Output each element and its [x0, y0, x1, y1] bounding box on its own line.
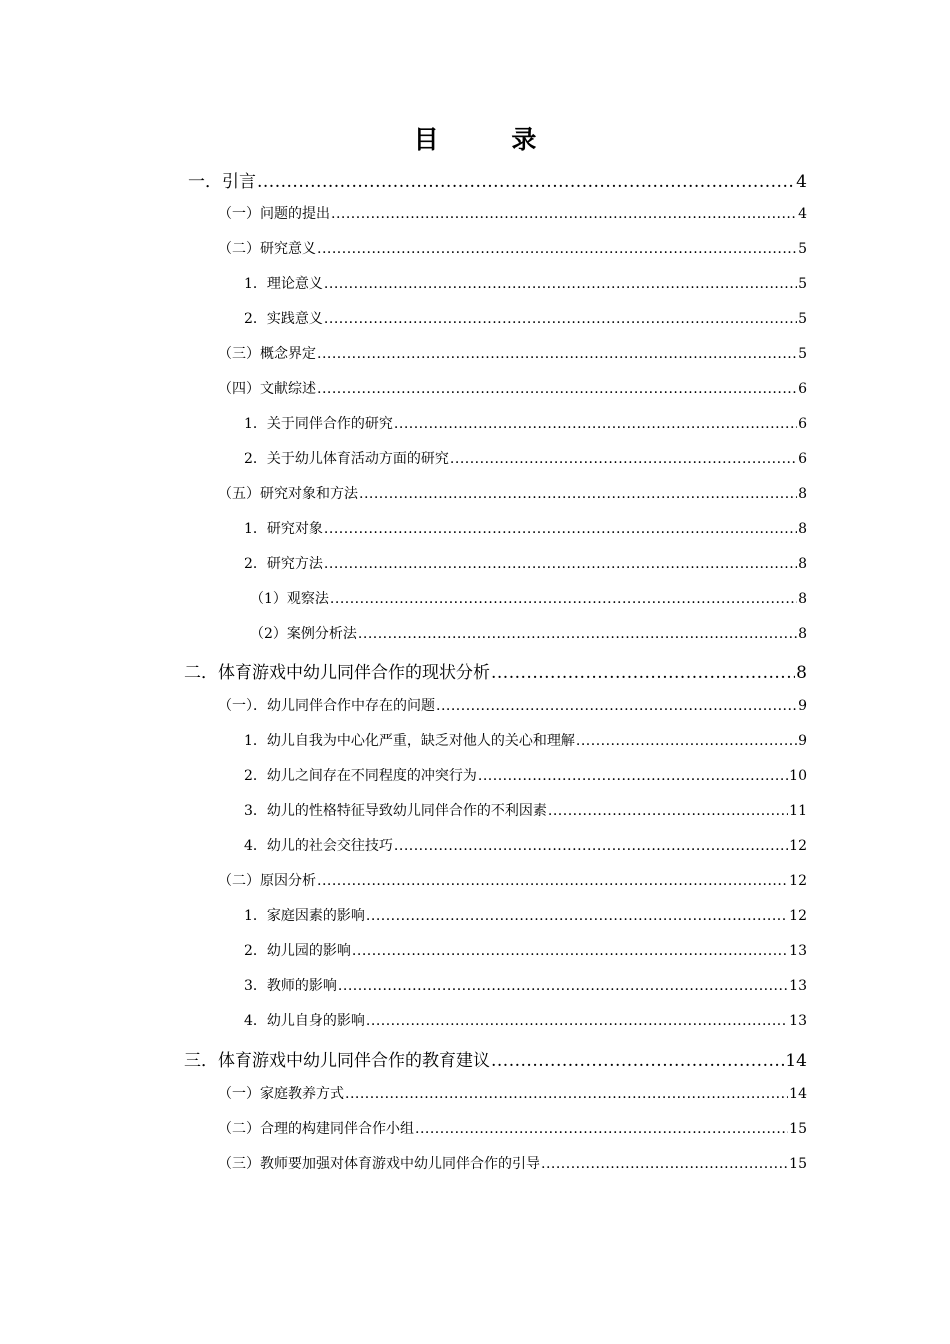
toc-entry-label: 1．幼儿自我为中心化严重，缺乏对他人的关心和理解 [244, 733, 575, 749]
toc-entry-label: 2．实践意义 [244, 311, 323, 327]
dot-leader [338, 978, 788, 994]
toc-entry-page: 8 [798, 556, 807, 572]
toc-entry-page: 13 [789, 943, 807, 959]
toc-entry[interactable] [218, 1153, 807, 1177]
toc-entry-page: 15 [789, 1156, 807, 1172]
toc-entry[interactable] [244, 765, 807, 789]
toc-entry-label: （二）研究意义 [218, 241, 316, 257]
toc-entry-label: 1．理论意义 [244, 276, 323, 292]
dot-leader [541, 1156, 788, 1172]
toc-entry[interactable] [218, 695, 807, 719]
toc-entry-label: 4．幼儿自身的影响 [244, 1013, 365, 1029]
dot-leader [324, 276, 797, 292]
toc-entry-page: 8 [798, 521, 807, 537]
dot-leader [352, 943, 788, 959]
toc-entry-label: 2．关于幼儿体育活动方面的研究 [244, 451, 449, 467]
toc-entry-page: 8 [798, 591, 807, 607]
toc-entry[interactable] [244, 273, 807, 297]
dot-leader [345, 1086, 788, 1102]
dot-leader [324, 556, 797, 572]
toc-entry[interactable] [244, 940, 807, 964]
toc-entry-label: 1．研究对象 [244, 521, 323, 537]
dot-leader [324, 521, 797, 537]
toc-entry-page: 13 [789, 1013, 807, 1029]
dot-leader [324, 311, 797, 327]
dot-leader [436, 698, 797, 714]
toc-entry-label: 3．幼儿的性格特征导致幼儿同伴合作的不利因素 [244, 803, 547, 819]
toc-entry-label: （一）问题的提出 [218, 206, 330, 222]
toc-entry[interactable] [250, 623, 807, 647]
toc-entry[interactable] [244, 413, 807, 437]
toc-entry[interactable] [244, 905, 807, 929]
toc-entry-page: 10 [789, 768, 807, 784]
toc-entry-page: 8 [796, 663, 807, 683]
dot-leader [317, 346, 797, 362]
toc-entry-page: 9 [798, 733, 807, 749]
dot-leader [317, 241, 797, 257]
toc-entry[interactable] [250, 588, 807, 612]
toc-entry-page: 8 [798, 486, 807, 502]
toc-entry-label: 1．关于同伴合作的研究 [244, 416, 393, 432]
dot-leader [331, 206, 797, 222]
toc-entry-page: 4 [798, 206, 807, 222]
toc-entry-page: 6 [798, 451, 807, 467]
toc-entry-label: （二）原因分析 [218, 873, 316, 889]
toc-entry-page: 12 [789, 873, 807, 889]
toc-entry[interactable] [218, 483, 807, 507]
toc-entry-label: （四）文献综述 [218, 381, 316, 397]
toc-entry-page: 14 [785, 1051, 807, 1071]
dot-leader [317, 381, 797, 397]
toc-entry-label: （一）家庭教养方式 [218, 1086, 344, 1102]
toc-entry-label: 2．幼儿之间存在不同程度的冲突行为 [244, 768, 477, 784]
toc-entry-page: 12 [789, 838, 807, 854]
toc-title: 目 录 [413, 125, 569, 154]
dot-leader [415, 1121, 788, 1137]
toc-entry-label: （1）观察法 [250, 591, 329, 607]
toc-entry-page: 15 [789, 1121, 807, 1137]
toc-entry-page: 6 [798, 416, 807, 432]
toc-entry-page: 5 [798, 241, 807, 257]
toc-entry-page: 9 [798, 698, 807, 714]
toc-entry[interactable] [244, 975, 807, 999]
toc-entry-label: 2．幼儿园的影响 [244, 943, 351, 959]
dot-leader [366, 908, 788, 924]
toc-entry[interactable] [184, 658, 807, 682]
toc-entry-label: 3．教师的影响 [244, 978, 337, 994]
toc-entry-label: （二）合理的构建同伴合作小组 [218, 1121, 414, 1137]
toc-entry[interactable] [244, 1010, 807, 1034]
toc-entry-label: （一）．幼儿同伴合作中存在的问题 [218, 698, 435, 714]
toc-entry-page: 12 [789, 908, 807, 924]
toc-entry-label: 4．幼儿的社会交往技巧 [244, 838, 393, 854]
toc-entry[interactable] [244, 448, 807, 472]
toc-entry-label: 2．研究方法 [244, 556, 323, 572]
toc-entry[interactable] [218, 238, 807, 262]
toc-entry-page: 8 [798, 626, 807, 642]
toc-entry[interactable] [218, 1083, 807, 1107]
toc-entry[interactable] [218, 203, 807, 227]
dot-leader [366, 1013, 788, 1029]
toc-entry-label: 三．体育游戏中幼儿同伴合作的教育建议 [184, 1051, 490, 1071]
toc-entry-page: 14 [789, 1086, 807, 1102]
dot-leader [359, 486, 797, 502]
dot-leader [450, 451, 797, 467]
toc-entry[interactable] [184, 1046, 807, 1070]
toc-entry[interactable] [244, 553, 807, 577]
toc-entry-label: （三）概念界定 [218, 346, 316, 362]
toc-entry[interactable] [244, 835, 807, 859]
toc-entry-page: 11 [789, 803, 807, 819]
toc-entry-label: （三）教师要加强对体育游戏中幼儿同伴合作的引导 [218, 1156, 540, 1172]
toc-entry-page: 4 [796, 172, 807, 192]
dot-leader [317, 873, 788, 889]
dot-leader [491, 663, 795, 683]
toc-entry[interactable] [244, 308, 807, 332]
toc-entry[interactable] [218, 870, 807, 894]
toc-entry-label: 二．体育游戏中幼儿同伴合作的现状分析 [184, 663, 490, 683]
dot-leader [394, 416, 797, 432]
toc-entry[interactable] [188, 167, 807, 191]
toc-entry-page: 13 [789, 978, 807, 994]
toc-entry[interactable] [218, 378, 807, 402]
toc-entry-page: 5 [798, 311, 807, 327]
toc-entry[interactable] [218, 1118, 807, 1142]
toc-entry[interactable] [244, 730, 807, 754]
dot-leader [257, 172, 795, 192]
dot-leader [330, 591, 797, 607]
dot-leader [491, 1051, 784, 1071]
toc-entry[interactable] [244, 518, 807, 542]
toc-entry-page: 5 [798, 346, 807, 362]
toc-entry[interactable] [218, 343, 807, 367]
toc-entry-label: （五）研究对象和方法 [218, 486, 358, 502]
dot-leader [358, 626, 797, 642]
dot-leader [548, 803, 788, 819]
toc-entry-label: （2）案例分析法 [250, 626, 357, 642]
dot-leader [394, 838, 788, 854]
toc-entry-page: 6 [798, 381, 807, 397]
toc-entry[interactable] [244, 800, 807, 824]
toc-entry-page: 5 [798, 276, 807, 292]
toc-entry-label: 1．家庭因素的影响 [244, 908, 365, 924]
toc-entry-label: 一．引言 [188, 172, 256, 192]
dot-leader [478, 768, 788, 784]
dot-leader [576, 733, 797, 749]
